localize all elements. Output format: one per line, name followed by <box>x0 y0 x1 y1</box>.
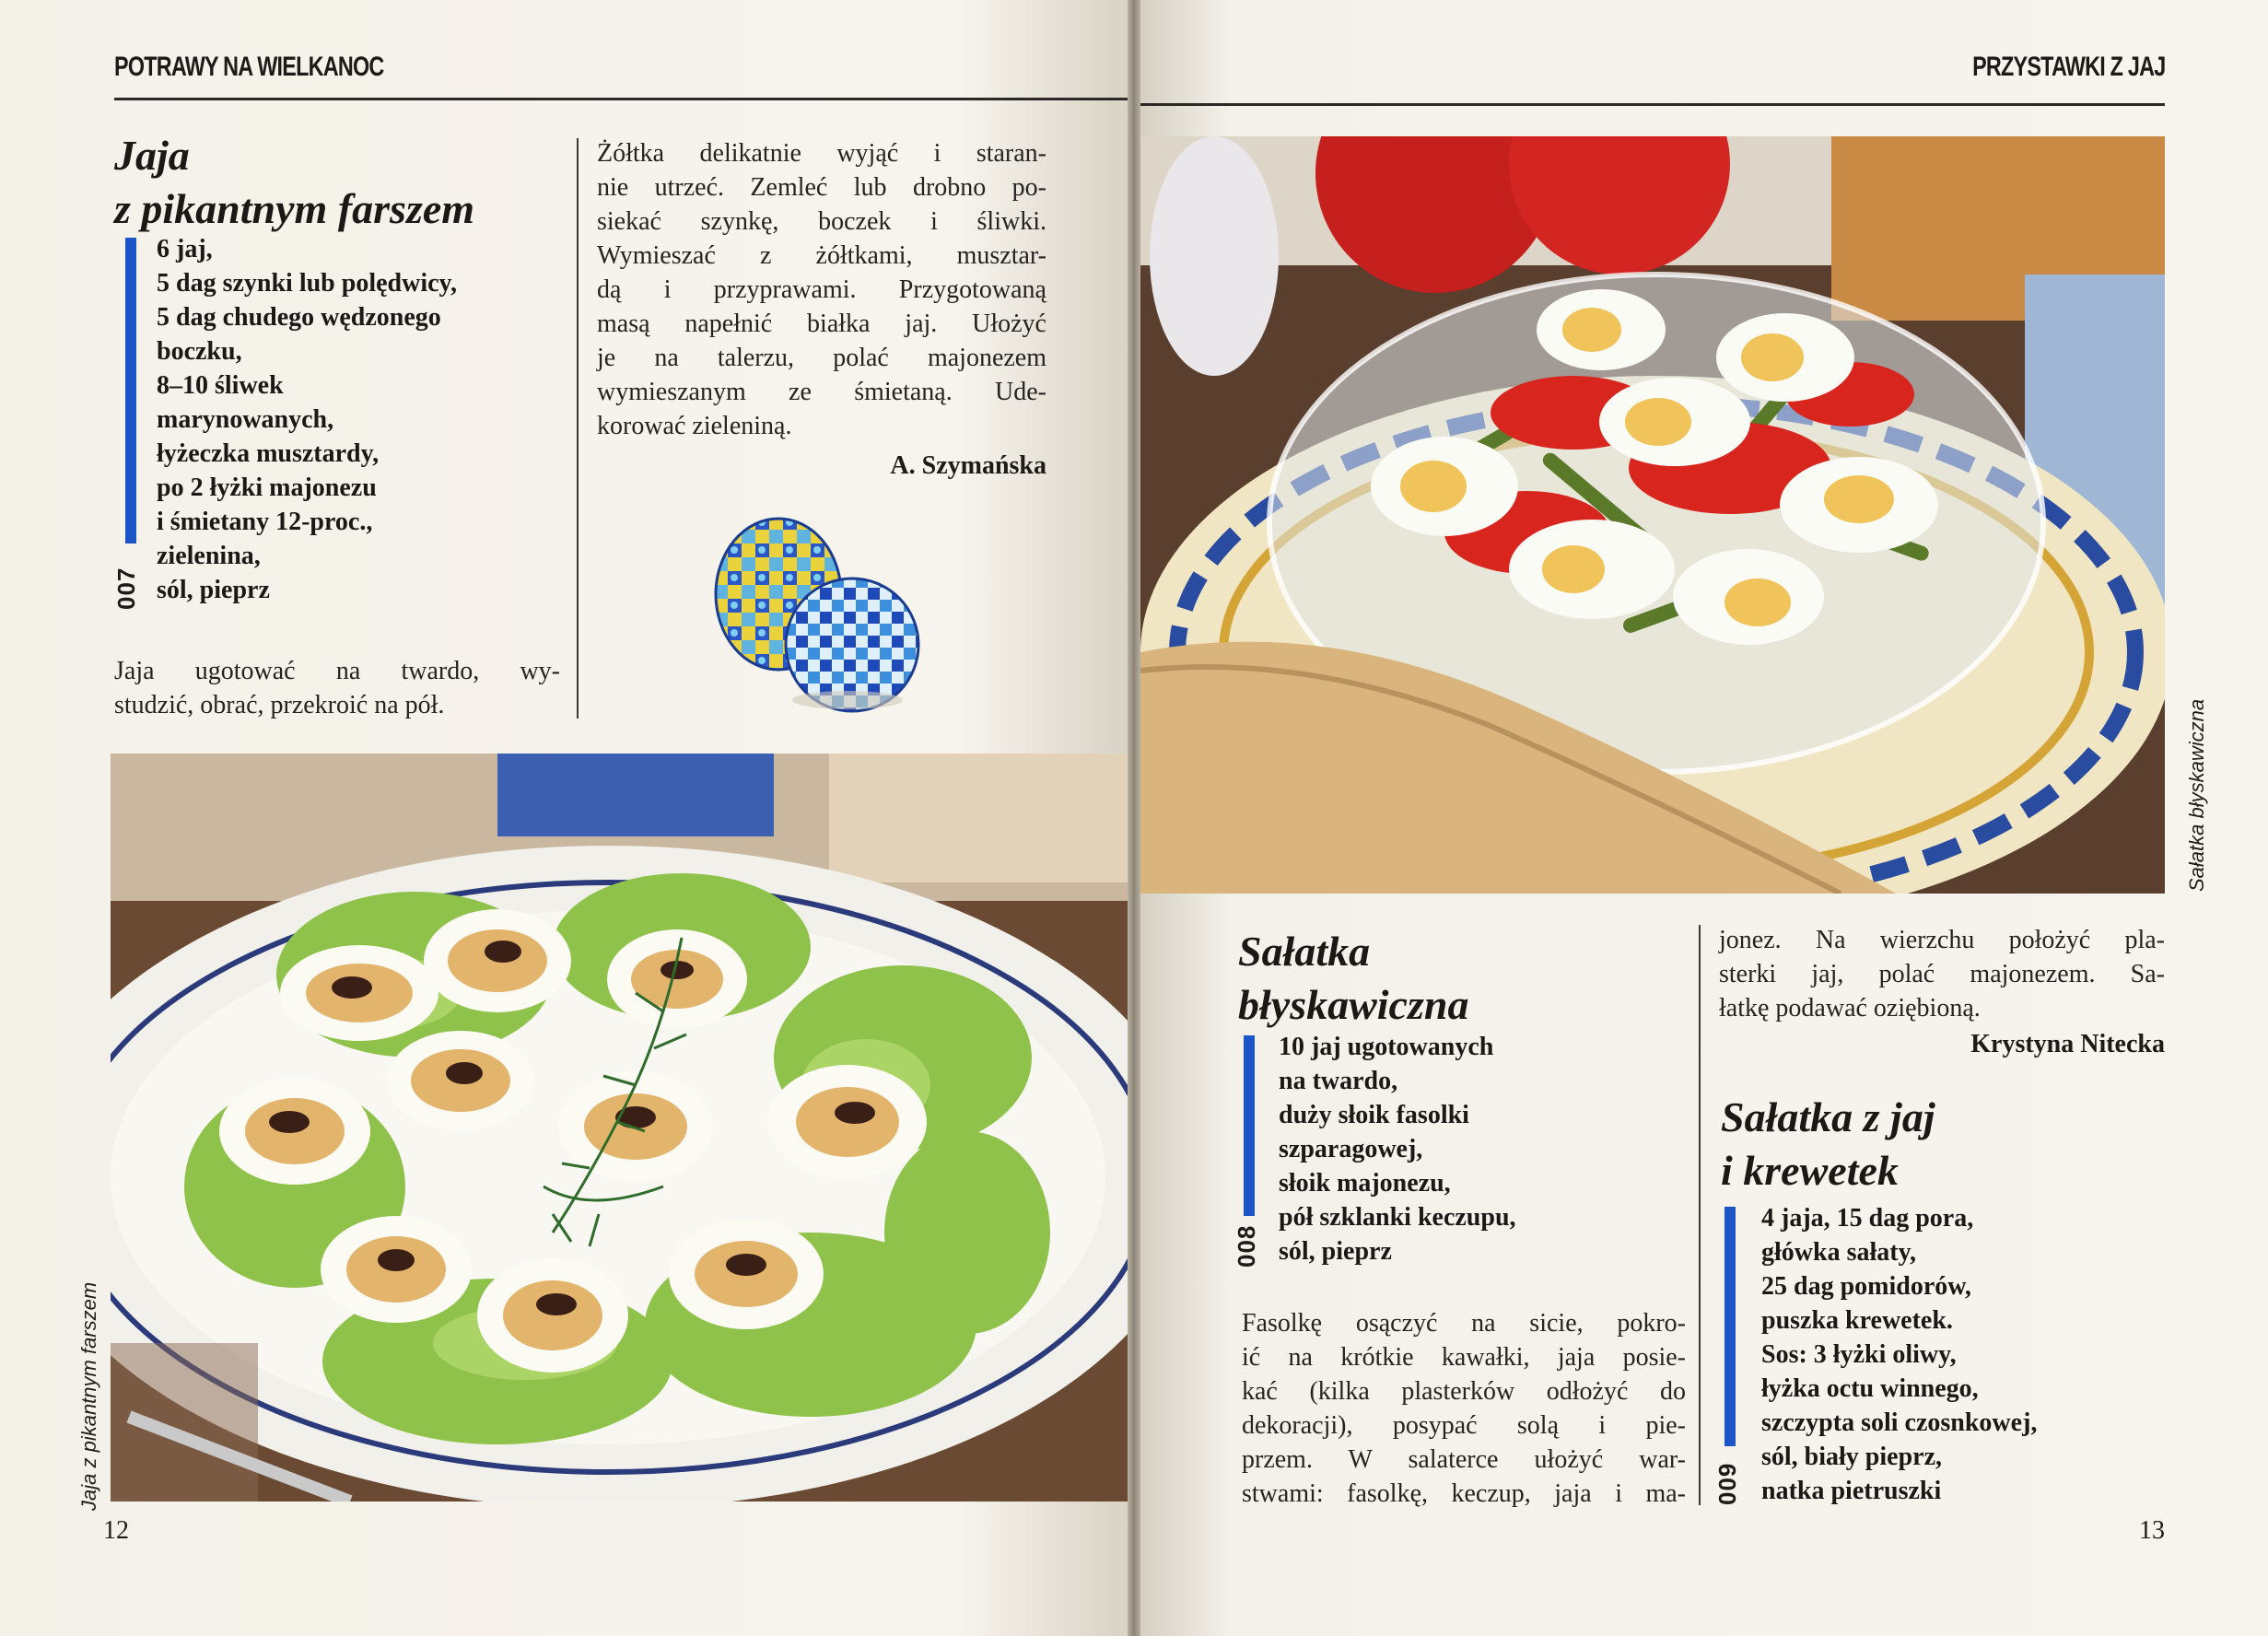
easter-eggs-illustration <box>700 516 930 719</box>
ingredient: Sos: 3 łyżki oliwy, <box>1761 1340 1957 1369</box>
recipe-title-line: Sałatka z jaj <box>1721 1093 1935 1140</box>
recipe-author-008: Krystyna Nitecka <box>1970 1030 2165 1058</box>
body-line: Fasolkę osączyć na sicie, pokro- <box>1242 1309 1686 1338</box>
ingredient-accent-bar <box>125 238 136 543</box>
ingredient: puszka krewetek. <box>1761 1306 1953 1335</box>
recipe-title-line: błyskawiczna <box>1238 981 1469 1028</box>
recipe-author-007: A. Szymańska <box>890 451 1046 480</box>
header-rule-right <box>1140 103 2165 106</box>
ingredient: 5 dag szynki lub polędwicy, <box>157 269 457 298</box>
body-line: sterki jaj, polać majonezem. Sa- <box>1719 960 2165 988</box>
ingredient: 4 jaja, 15 dag pora, <box>1761 1204 1974 1233</box>
ingredient: główka sałaty, <box>1761 1238 1917 1267</box>
ingredient: 10 jaj ugotowanych <box>1279 1033 1494 1061</box>
body-line: Żółtka delikatnie wyjąć i staran- <box>597 139 1046 168</box>
body-line: siekać szynkę, boczek i śliwki. <box>597 207 1046 236</box>
stuffed-eggs-photo <box>111 754 1128 1502</box>
recipe-title-line: Sałatka <box>1238 928 1371 975</box>
photo-caption-008: Sałatka błyskawiczna <box>2185 698 2208 892</box>
body-line: korować zieleniną. <box>597 412 792 440</box>
body-line: masą napełnić białka jaj. Ułożyć <box>597 310 1046 338</box>
recipe-title-007 <box>114 129 474 236</box>
page-number-left: 12 <box>103 1516 129 1545</box>
body-line: Jaja ugotować na twardo, wy- <box>114 657 560 685</box>
recipe-title-line: z pikantnym farszem <box>114 185 475 232</box>
recipe-title-009 <box>1721 1091 1935 1198</box>
ingredients-list-007 <box>157 232 457 607</box>
column-divider <box>577 138 579 719</box>
ingredient: 6 jaj, <box>157 235 213 263</box>
ingredient: 25 dag pomidorów, <box>1761 1272 1971 1301</box>
ingredient: zielenina, <box>157 542 261 570</box>
ingredient: słoik majonezu, <box>1279 1169 1451 1198</box>
ingredient: marynowanych, <box>157 405 334 434</box>
ingredient: i śmietany 12-proc., <box>157 508 373 536</box>
photo-caption-007: Jaja z pikantnym farszem <box>77 1281 100 1511</box>
body-line: wymieszanym ze śmietaną. Ude- <box>597 378 1046 406</box>
body-line: studzić, obrać, przekroić na pół. <box>114 691 445 719</box>
ingredient-accent-bar <box>1724 1207 1736 1446</box>
recipe-code: 007 <box>112 567 140 610</box>
recipe-code: 008 <box>1233 1224 1260 1268</box>
right-page <box>1140 0 2268 1636</box>
ingredient: po 2 łyżki majonezu <box>157 473 377 502</box>
ingredient: łyżka octu winnego, <box>1761 1374 1979 1403</box>
header-rule-left <box>114 98 1128 100</box>
ingredient: duży słoik fasolki <box>1279 1101 1469 1129</box>
body-line: dekoracji), posypać solą i pie- <box>1242 1411 1686 1440</box>
recipe-title-line: Jaja <box>114 132 190 179</box>
ingredient: szparagowej, <box>1279 1135 1423 1163</box>
body-line: przem. W salaterce ułożyć war- <box>1242 1445 1686 1474</box>
ingredient: boczku, <box>157 337 242 366</box>
ingredient: pół szklanki keczupu, <box>1279 1203 1516 1232</box>
ingredient: 5 dag chudego wędzonego <box>157 303 441 332</box>
page-number-right: 13 <box>2139 1516 2165 1545</box>
recipe-title-008 <box>1238 925 1468 1032</box>
body-line: jonez. Na wierzchu położyć pla- <box>1719 926 2165 954</box>
recipe-body-008-b <box>1719 923 2165 1025</box>
ingredient: łyżeczka musztardy, <box>157 439 380 468</box>
recipe-code: 009 <box>1713 1462 1741 1505</box>
running-header-right: PRZYSTAWKI Z JAJ <box>1971 52 2165 82</box>
ingredients-list-009 <box>1761 1201 2037 1508</box>
recipe-body-007-a <box>114 654 560 722</box>
body-line: łatkę podawać oziębioną. <box>1719 994 1981 1022</box>
body-line: je na talerzu, polać majonezem <box>597 344 1046 372</box>
column-divider <box>1699 925 1701 1505</box>
recipe-title-line: i krewetek <box>1721 1147 1899 1194</box>
ingredient: natka pietruszki <box>1761 1477 1942 1505</box>
body-line: kać (kilka plasterków odłożyć do <box>1242 1377 1686 1406</box>
running-header-left: POTRAWY NA WIELKANOC <box>114 52 384 82</box>
ingredient: sól, biały pieprz, <box>1761 1443 1943 1471</box>
left-page <box>0 0 1128 1636</box>
body-line: stwami: fasolkę, keczup, jaja i ma- <box>1242 1479 1686 1508</box>
ingredient: na twardo, <box>1279 1067 1398 1095</box>
recipe-body-007-b <box>597 136 1046 443</box>
body-line: nie utrzeć. Zemleć lub drobno po- <box>597 173 1046 202</box>
body-line: dą i przyprawami. Przygotowaną <box>597 275 1046 304</box>
ingredient: szczypta soli czosnkowej, <box>1761 1408 2038 1437</box>
ingredient: sól, pieprz <box>1279 1237 1392 1266</box>
book-gutter <box>1128 0 1140 1636</box>
ingredient: 8–10 śliwek <box>157 371 284 400</box>
body-line: ić na krótkie kawałki, jaja posie- <box>1242 1343 1686 1372</box>
ingredients-list-008 <box>1279 1030 1516 1268</box>
ingredient-accent-bar <box>1244 1035 1255 1216</box>
body-line: Wymieszać z żółtkami, musztar- <box>597 241 1046 270</box>
ingredient: sól, pieprz <box>157 576 270 604</box>
bean-salad-photo <box>1140 136 2165 894</box>
recipe-body-008-a <box>1242 1306 1686 1511</box>
